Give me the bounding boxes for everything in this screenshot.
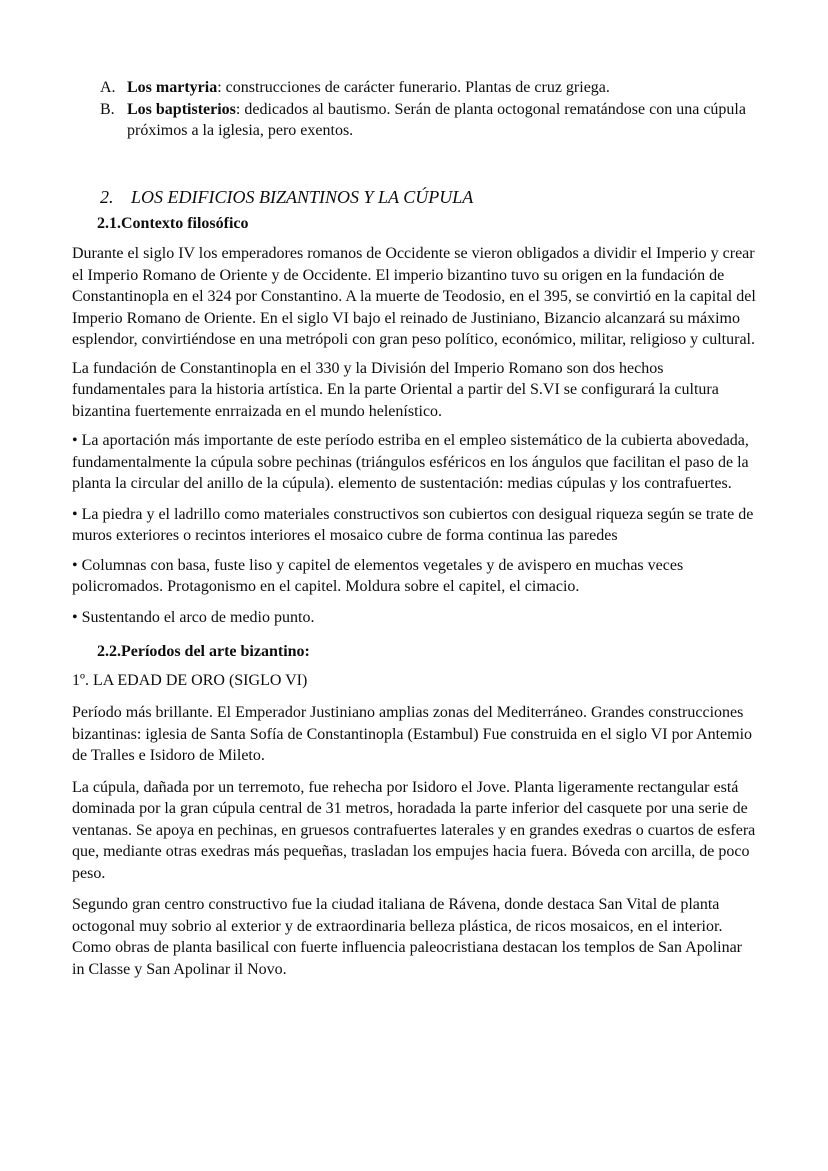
bullet-arco: • Sustentando el arco de medio punto.	[72, 608, 315, 626]
list-item-body: : construcciones de carácter funerario. Plantas de cruz griega.	[217, 79, 610, 96]
paragraph-ravena: Segundo gran centro constructivo fue la ciudad italiana de Rávena, donde destaca San Vital de planta octogonal muy sobrio al exterior y de extraordinaria belleza plástica, de ricos mosaicos, en el interior. Como obras de planta basilical con fuerte influencia paleocristiana destacan los templos de San Apolinar in Classe y San Apolinar il Novo.	[72, 896, 743, 978]
bullet-piedra-ladrillo: • La piedra y el ladrillo como materiales constructivos son cubiertos con desigual riqueza según se trate de muros exteriores o recintos interiores el mosaico cubre de forma continua las paredes	[72, 505, 754, 544]
list-item-text	[127, 77, 756, 99]
list-item-term: Los martyria	[127, 79, 218, 96]
list-item-term: Los baptisterios	[127, 100, 236, 118]
subsection-heading-contexto: 2.1.Contexto filosófico	[97, 214, 249, 232]
paragraph-fundacion: La fundación de Constantinopla en el 330 y la División del Imperio Romano son dos hechos fundamentales para la historia artística. En la parte Oriental a partir del S.VI se configurará la cultura bizantina fuertemente enrraizada en el mundo helenístico.	[72, 359, 719, 420]
list-item-marker: A.	[100, 79, 116, 96]
section-number: 2.	[100, 186, 114, 207]
paragraph-periodo-brillante: Período más brillante. El Emperador Justiniano amplias zonas del Mediterráneo. Grandes construcciones bizantinas: iglesia de Santa Sofía de Constantinopla (Estambul) Fue construida en el siglo VI por Antemio de Tralles e Isidoro de Mileto.	[72, 704, 753, 764]
paragraph-imperio: Durante el siglo IV los emperadores romanos de Occidente se vieron obligados a dividir el Imperio y crear el Imperio Romano de Oriente y de Occidente. El imperio bizantino tuvo su origen en la fundación de Constantinopla en el 324 por Constantino. A la muerte de Teodosio, en el 395, se convirtió en la capital del Imperio Romano de Oriente. En el siglo VI bajo el reinado de Justiniano, Bizancio alcanzará su máximo esplendor, convirtiéndose en una metrópoli con gran peso político, económico, militar, religioso y cultural.	[72, 245, 756, 348]
list-item	[100, 77, 756, 99]
section-title: LOS EDIFICIOS BIZANTINOS Y LA CÚPULA	[131, 186, 474, 207]
period-heading-edad-de-oro: 1º. LA EDAD DE ORO (SIGLO VI)	[72, 671, 308, 689]
paragraph-cupula: La cúpula, dañada por un terremoto, fue rehecha por Isidoro el Jove. Planta ligeramente rectangular está dominada por la gran cúpula central de 31 metros, horadada la parte inferior del casquete por una serie de ventanas. Se apoya en pechinas, en gruesos contrafuertes laterales y en grandes exedras o cuartos de esfera que, mediante otras exedras más pequeñas, trasladan los empujes hacia fuera. Bóveda con arcilla, de poco peso.	[72, 778, 756, 882]
bullet-aportacion: • La aportación más importante de este período estriba en el empleo sistemático de la cubierta abovedada, fundamentalmente la cúpula sobre pechinas (triángulos esféricos en los ángulos que facilitan el paso de la planta la circular del anillo de la cúpula). elemento de sustentación: medias cúpulas y los contrafuertes.	[72, 432, 749, 492]
subsection-heading-periodos: 2.2.Períodos del arte bizantino:	[97, 643, 310, 660]
list-item-marker: B.	[100, 100, 115, 118]
bullet-columnas: • Columnas con basa, fuste liso y capitel de elementos vegetales y de avispero en muchas veces policromados. Protagonismo en el capitel. Moldura sobre el capitel, el cimacio.	[72, 556, 684, 595]
list-item-text	[127, 99, 756, 142]
list-item-body: : dedicados al bautismo. Serán de planta octogonal rematándose con una cúpula próximos a la iglesia, pero exentos.	[127, 100, 746, 139]
section-heading	[100, 184, 756, 210]
lettered-list	[100, 77, 756, 142]
list-item	[100, 99, 756, 142]
